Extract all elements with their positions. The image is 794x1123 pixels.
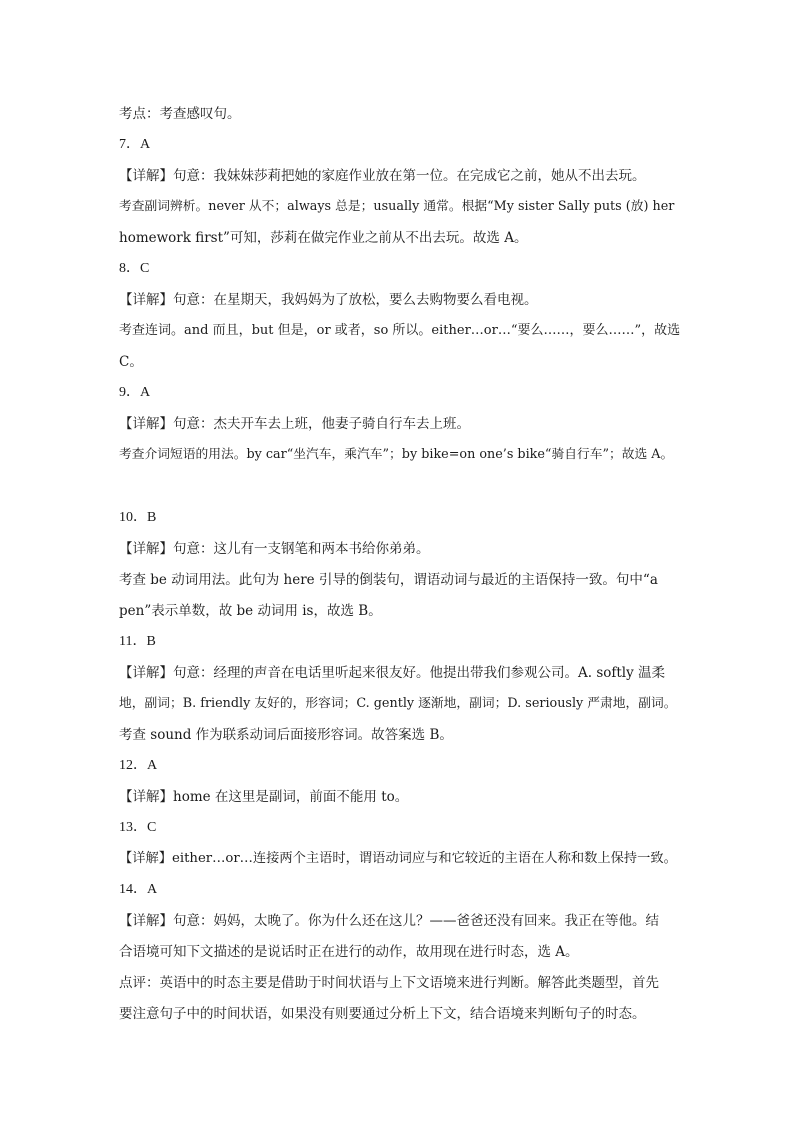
text-line: 【详解】句意：经理的声音在电话里听起来很友好。他提出带我们参观公司。A. softly 温柔 <box>119 665 666 681</box>
text-line: 【详解】home 在这里是副词，前面不能用 to。 <box>119 789 409 805</box>
text-line: 考点：考查感叹句。 <box>119 106 241 122</box>
text-line: 【详解】句意：妈妈，太晚了。你为什么还在这儿？——爸爸还没有回来。我正在等他。结 <box>119 913 659 929</box>
answer-number: 14．A <box>119 882 158 897</box>
answer-number: 9．A <box>119 385 151 400</box>
text-line: 【详解】句意：在星期天，我妈妈为了放松，要么去购物要么看电视。 <box>119 292 538 308</box>
text-line: 考查 sound 作为联系动词后面接形容词。故答案选 B。 <box>119 727 453 743</box>
text-line: 【详解】句意：我妹妹莎莉把她的家庭作业放在第一位。在完成它之前，她从不出去玩。 <box>119 168 646 184</box>
text-line: 考查副词辨析。never 从不；always 总是；usually 通常。根据“My sister Sally puts (放) her <box>119 199 675 214</box>
text-line: 【详解】句意：杰夫开车去上班，他妻子骑自行车去上班。 <box>119 416 470 432</box>
text-line: 考查介词短语的用法。by car“坐汽车，乘汽车”；by bike=on one’s bike“骑自行车”；故选 A。 <box>119 447 674 462</box>
text-line: pen”表示单数，故 be 动词用 is，故选 B。 <box>119 603 382 619</box>
answer-number: 11．B <box>119 634 156 649</box>
text-line: 【详解】句意：这儿有一支钢笔和两本书给你弟弟。 <box>119 541 430 557</box>
text-line: 考查 be 动词用法。此句为 here 引导的倒装句，谓语动词与最近的主语保持一致。句中“a <box>119 572 658 588</box>
text-line: 要注意句子中的时间状语，如果没有则要通过分析上下文，结合语境来判断句子的时态。 <box>119 1006 646 1022</box>
text-line: 考查连词。and 而且，but 但是，or 或者，so 所以。either…or…“要么……，要么……”，故选 <box>119 323 681 338</box>
text-line: C。 <box>119 354 143 370</box>
answer-number: 7．A <box>119 137 151 152</box>
answer-number: 8．C <box>119 261 150 276</box>
text-line: 【详解】either…or…连接两个主语时，谓语动词应与和它较近的主语在人称和数上保持一致。 <box>119 851 677 866</box>
text-line: 合语境可知下文描述的是说话时正在进行的动作，故用现在进行时态，选 A。 <box>119 944 579 960</box>
text-line: homework first”可知，莎莉在做完作业之前从不出去玩。故选 A。 <box>119 230 528 246</box>
text-line: 地，副词；B. friendly 友好的，形容词；C. gently 逐渐地，副词；D. seriously 严肃地，副词。 <box>119 696 677 711</box>
answer-number: 12．A <box>119 758 158 773</box>
answer-number: 10．B <box>119 510 157 525</box>
answer-number: 13．C <box>119 820 157 835</box>
text-line: 点评：英语中的时态主要是借助于时间状语与上下文语境来进行判断。解答此类题型，首先 <box>119 975 659 991</box>
